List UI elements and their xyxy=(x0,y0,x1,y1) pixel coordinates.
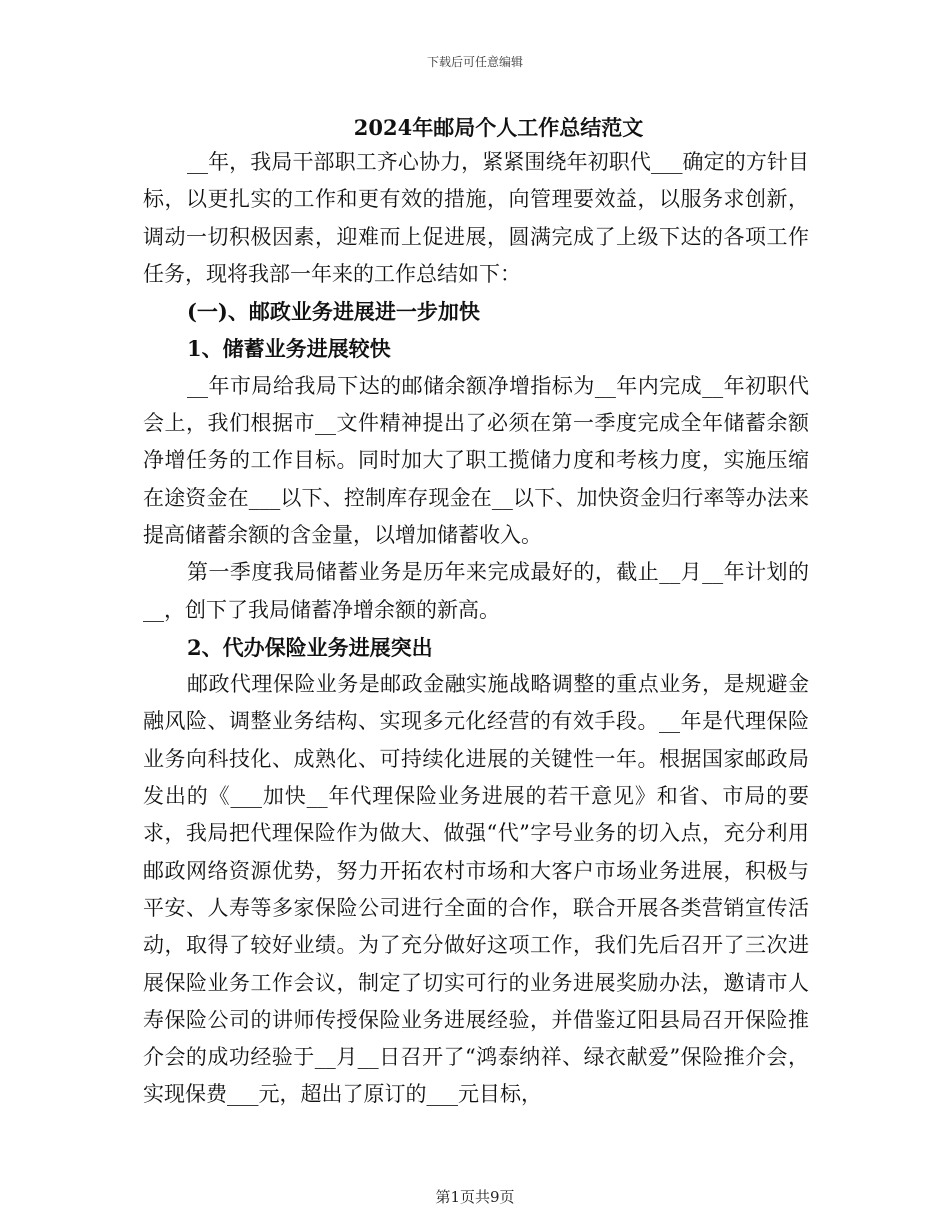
body-paragraph: 邮政代理保险业务是邮政金融实施战略调整的重点业务，是规避金融风险、调整业务结构、实现多元化经营的有效手段。__年是代理保险业务向科技化、成熟化、可持续化进展的关键性一年。根据国家邮政局发出的《___加快__年代理保险业务进展的若干意见》和省、市局的要求，我局把代理保险作为做大、做强“代”字号业务的切入点，充分利用邮政网络资源优势，努力开拓农村市场和大客户市场业务进展，积极与平安、人寿等多家保险公司进行全面的合作，联合开展各类营销宣传活动，取得了较好业绩。为了充分做好这项工作，我们先后召开了三次进展保险业务工作会议，制定了切实可行的业务进展奖励办法，邀请市人寿保险公司的讲师传授保险业务进展经验，并借鉴辽阳县局召开保险推介会的成功经验于__月__日召开了“鸿泰纳祥、绿衣献爱”保险推介会，实现保费___元，超出了原订的___元目标， xyxy=(143,672,809,1107)
page-footer: 第1页共9页 xyxy=(435,1188,515,1206)
body-paragraph: __年市局给我局下达的邮储余额净增指标为__年内完成__年初职代会上，我们根据市__文件精神提出了必须在第一季度完成全年储蓄余额净增任务的工作目标。同时加大了职工揽储力度和考核力度，实施压缩在途资金在___以下、控制库存现金在__以下、加快资金归行率等办法来提高储蓄余额的含金量，以增加储蓄收入。 xyxy=(143,373,809,547)
body-paragraph: __年，我局干部职工齐心协力，紧紧围绕年初职代___确定的方针目标，以更扎实的工作和更有效的措施，向管理要效益，以服务求创新，调动一切积极因素，迎难而上促进展，圆满完成了上级下达的各项工作任务，现将我部一年来的工作总结如下： xyxy=(143,150,809,286)
section-heading: 1、储蓄业务进展较快 xyxy=(187,336,391,362)
document-body xyxy=(143,144,809,1114)
section-heading: (一)、邮政业务进展进一步加快 xyxy=(187,299,480,325)
section-heading: 2、代办保险业务进展突出 xyxy=(187,634,433,660)
body-paragraph: 第一季度我局储蓄业务是历年来完成最好的，截止__月__年计划的__，创下了我局储蓄净增余额的新高。 xyxy=(143,560,809,622)
document-title: 2024年邮局个人工作总结范文 xyxy=(353,115,644,140)
page-header: 下载后可任意编辑 xyxy=(426,55,523,69)
